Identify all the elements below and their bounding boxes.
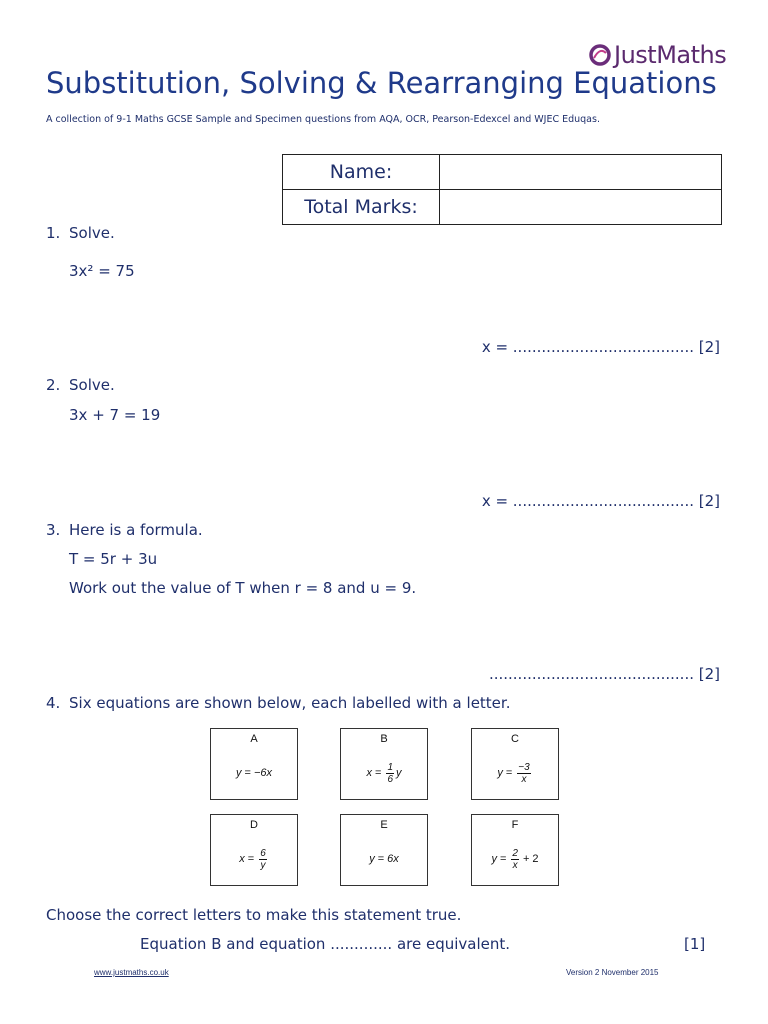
equation: y = $\frac{-3}{x}$ [497, 761, 530, 785]
equation-box-c [471, 728, 559, 800]
equation-box-e [340, 814, 428, 886]
equation-letter: C [511, 733, 519, 745]
question-3-instruction: Work out the value of T when r = 8 and u = 9. [69, 579, 417, 597]
footer-website-link[interactable]: www.justmaths.co.uk [94, 968, 169, 977]
equation: x = $\frac{6}{y}$ [239, 847, 266, 871]
equation: y = 6x [369, 853, 399, 865]
equation-letter: E [380, 819, 388, 831]
name-label: Name: [283, 155, 440, 190]
question-2-equation: 3x + 7 = 19 [69, 406, 161, 424]
question-1-text: Solve. [69, 224, 115, 242]
question-3-number: 3. [46, 521, 61, 539]
logo-text: JustMaths [614, 41, 727, 69]
equation-box-d [210, 814, 298, 886]
justmaths-swirl-icon [588, 43, 612, 67]
total-marks-label: Total Marks: [283, 190, 440, 225]
question-3-text: Here is a formula. [69, 521, 203, 539]
equation: y = $\frac{2}{x}$ + 2 [491, 847, 539, 871]
equation-box-a [210, 728, 298, 800]
question-2-text: Solve. [69, 376, 115, 394]
question-4-number: 4. [46, 694, 61, 712]
name-field[interactable] [440, 155, 722, 190]
equation-letter: B [380, 733, 388, 745]
equation-box-b [340, 728, 428, 800]
question-3-formula: T = 5r + 3u [69, 550, 158, 568]
question-4-text: Six equations are shown below, each labelled with a letter. [69, 694, 511, 712]
question-4-marks: [1] [684, 935, 706, 953]
name-marks-table [282, 154, 722, 225]
equation: x = $\frac{1}{6}$ y [366, 761, 402, 785]
question-1-equation: 3x² = 75 [69, 262, 135, 280]
page-subtitle: A collection of 9-1 Maths GCSE Sample and Specimen questions from AQA, OCR, Pearson-Edexcel and WJEC Eduqas. [46, 114, 600, 125]
equation-letter: A [250, 733, 258, 745]
total-marks-field[interactable] [440, 190, 722, 225]
page-title: Substitution, Solving & Rearranging Equations [46, 66, 717, 100]
question-2-number: 2. [46, 376, 61, 394]
equation-letter: F [511, 819, 519, 831]
question-3-answer-line[interactable]: ........................................... [2] [488, 665, 720, 683]
question-1-answer-line[interactable]: x = ...................................... [2] [481, 338, 720, 356]
question-4-instruction: Choose the correct letters to make this statement true. [46, 906, 462, 924]
footer-version: Version 2 November 2015 [566, 968, 659, 977]
question-4-statement[interactable]: Equation B and equation ............. are equivalent. [140, 935, 511, 953]
question-1-number: 1. [46, 224, 61, 242]
equation: y = −6x [236, 767, 272, 779]
question-2-answer-line[interactable]: x = ...................................... [2] [481, 492, 720, 510]
equation-letter: D [250, 819, 258, 831]
equation-box-f [471, 814, 559, 886]
